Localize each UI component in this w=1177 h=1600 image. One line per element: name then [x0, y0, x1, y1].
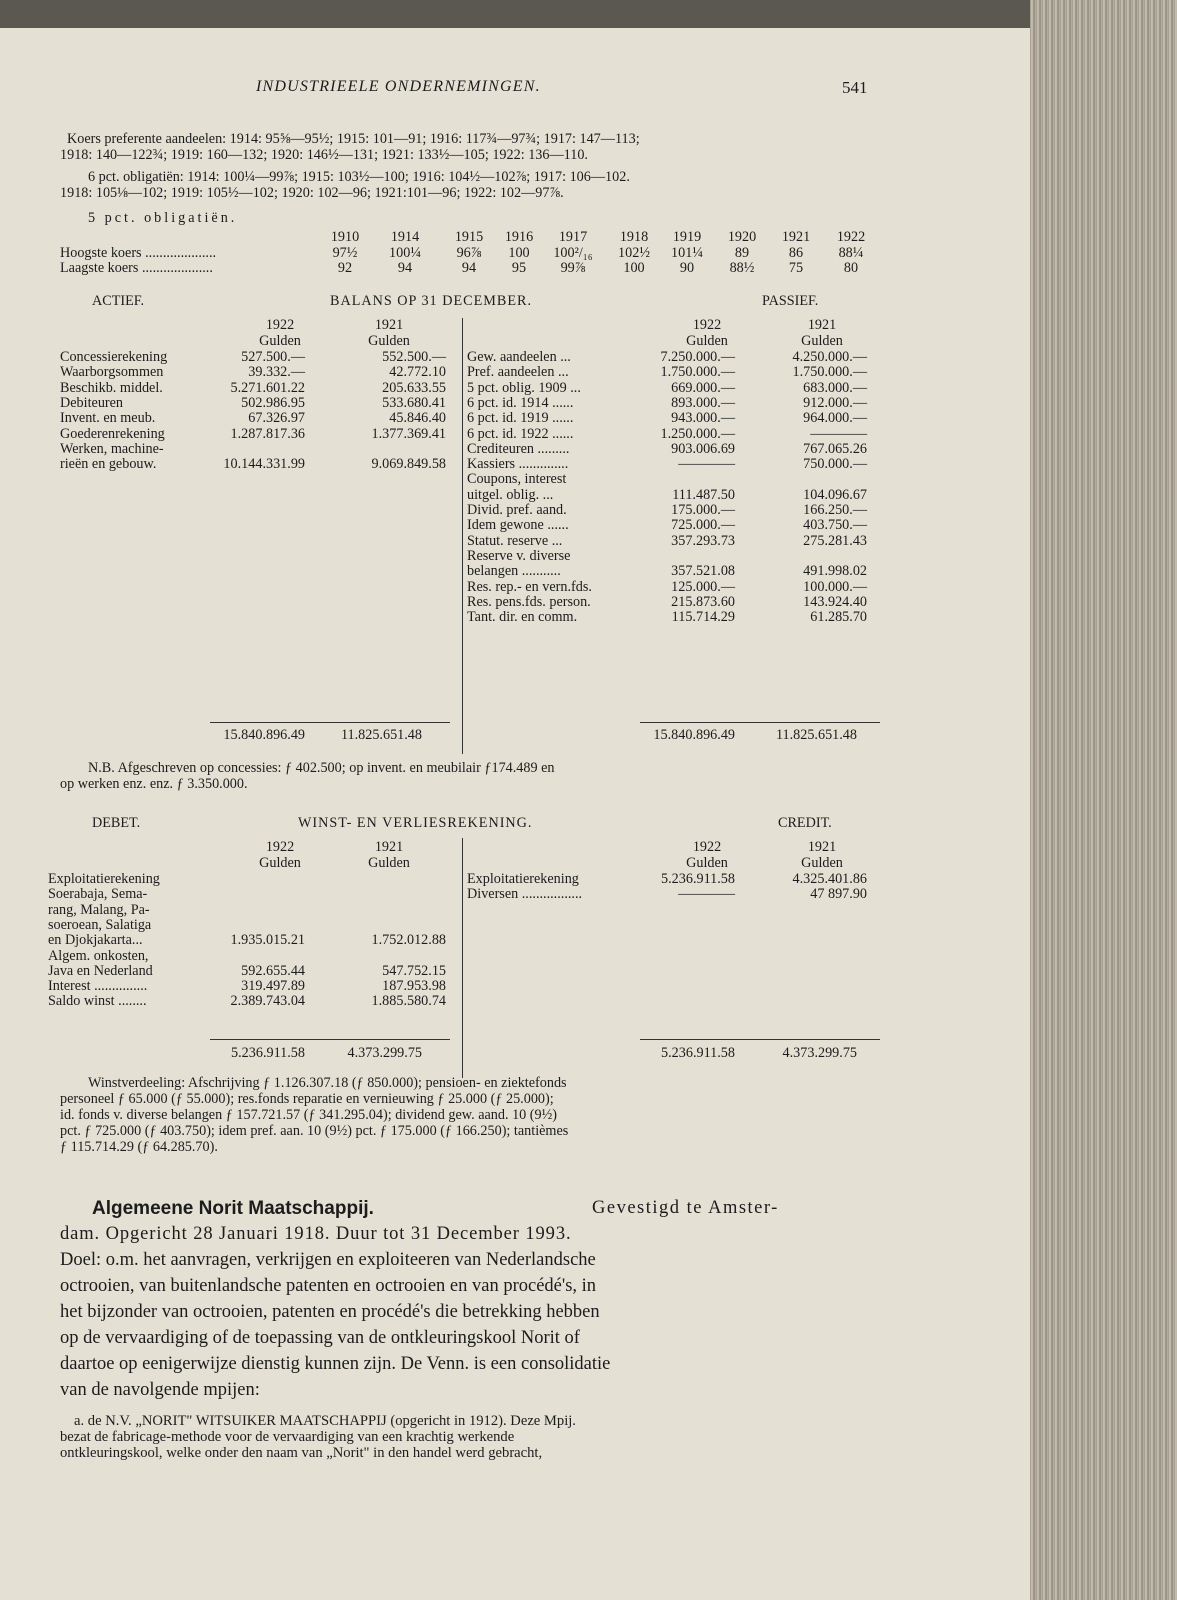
debet-value-1921: 1.885.580.74 — [371, 993, 446, 1010]
actief-value-1922: 39.332.— — [248, 364, 305, 381]
actief-label: Waarborgsommen — [60, 364, 164, 381]
passief-label: 6 pct. id. 1919 ...... — [467, 410, 574, 427]
passief-row — [467, 457, 877, 472]
passief-value-1921: 61.285.70 — [810, 609, 867, 626]
obligatien-title: 5 pct. obligatiën. — [88, 210, 238, 226]
wv-left-year-2: 1921 — [374, 839, 404, 855]
actief-value-1922: 527.500.— — [241, 349, 305, 365]
debet-row — [48, 949, 450, 964]
nb-line-2: op werken enz. enz. ƒ 3.350.000. — [60, 776, 248, 792]
passief-value-1922: 175.000.— — [671, 502, 735, 518]
passief-label: 5 pct. oblig. 1909 ... — [467, 379, 581, 396]
passief-value-1922: 111.487.50 — [672, 486, 735, 503]
passief-value-1922: ———— — [678, 456, 735, 473]
wv-left-unit-2: Gulden — [368, 855, 410, 871]
wv-right-year-2: 1921 — [807, 839, 837, 855]
actief-value-1922: 1.287.817.36 — [230, 425, 305, 442]
koers-line-4: 1918: 105⅛—102; 1919: 105½—102; 1920: 102—96; 1921:101—96; 1922: 102—97⅞. — [60, 185, 564, 201]
hoogste-value-6: 101¼ — [671, 245, 703, 261]
passief-label: Coupons, interest — [467, 471, 567, 488]
actief-row — [60, 442, 450, 457]
debet-row — [48, 918, 450, 933]
actief-value-1921: 45.846.40 — [389, 410, 446, 427]
credit-label: Diversen ................. — [467, 886, 583, 903]
passief-row — [467, 365, 877, 380]
debet-row — [48, 964, 450, 979]
passief-value-1922: 115.714.29 — [671, 609, 735, 626]
passief-label: Pref. aandeelen ... — [467, 364, 569, 381]
debet-value-1922: 1.935.015.21 — [230, 932, 305, 949]
obligatien-year-8: 1921 — [781, 229, 811, 245]
debet-value-1922: 319.497.89 — [241, 978, 305, 995]
actief-heading: ACTIEF. — [92, 293, 145, 309]
laagste-value-3: 95 — [511, 260, 527, 276]
balans-left-total-rule — [210, 722, 450, 723]
balans-divider — [462, 318, 463, 754]
passief-value-1922: 669.000.— — [671, 379, 735, 396]
passief-value-1922: 125.000.— — [671, 578, 735, 595]
obligatien-year-4: 1917 — [558, 229, 588, 245]
passief-row — [467, 350, 877, 365]
debet-value-1921: 187.953.98 — [382, 978, 446, 995]
passief-value-1921: 750.000.— — [803, 456, 867, 473]
hoogste-value-0: 97½ — [332, 245, 358, 261]
laagste-value-9: 80 — [843, 260, 859, 276]
balans-total-left-1922: 15.840.896.49 — [223, 727, 305, 743]
obligatien-years — [0, 230, 900, 246]
balans-right-year-1: 1922 — [692, 317, 722, 333]
passief-value-1921: 403.750.— — [803, 517, 867, 534]
obligatien-year-0: 1910 — [330, 229, 360, 245]
passief-row — [467, 488, 877, 503]
laagste-value-8: 75 — [788, 260, 804, 276]
debet-label: Exploitatierekening — [48, 871, 160, 887]
nb-line-1: N.B. Afgeschreven op concessies: ƒ 402.500; op invent. en meubilair ƒ174.489 en — [88, 760, 555, 776]
actief-value-1921: 205.633.55 — [382, 379, 446, 396]
wv-total-right-1921: 4.373.299.75 — [782, 1045, 857, 1061]
winstverdeeling-line-3: id. fonds v. diverse belangen ƒ 157.721.57 (ƒ 341.295.04); dividend gew. aand. 10 (9½) — [60, 1107, 557, 1123]
obligatien-year-5: 1918 — [619, 229, 649, 245]
passief-label: Divid. pref. aand. — [467, 502, 567, 518]
actief-label: Beschikb. middel. — [60, 379, 163, 396]
wv-left-unit-1: Gulden — [259, 855, 301, 871]
actief-row — [60, 427, 450, 442]
norit-line-4: octrooien, van buitenlandsche patenten en octrooien en van procédé's, in — [60, 1276, 597, 1296]
actief-value-1921: 9.069.849.58 — [371, 456, 446, 473]
actief-label: Invent. en meub. — [60, 410, 156, 427]
wv-right-total-rule — [640, 1039, 880, 1040]
laagste-value-5: 100 — [623, 260, 645, 276]
laagste-koers-values — [0, 261, 900, 277]
hoogste-value-2: 96⅞ — [456, 245, 482, 261]
running-header: INDUSTRIEELE ONDERNEMINGEN. — [256, 78, 541, 95]
debet-row — [48, 887, 450, 902]
actief-value-1921: 42.772.10 — [389, 364, 446, 381]
norit-line-1: Gevestigd te Amster- — [592, 1198, 779, 1218]
wv-title: WINST- EN VERLIESREKENING. — [298, 815, 533, 831]
passief-row — [467, 595, 877, 610]
note-line-2: bezat de fabricage-methode voor de vervaardiging van een krachtig werkende — [60, 1429, 515, 1445]
passief-value-1921: 964.000.— — [803, 410, 867, 427]
passief-row — [467, 580, 877, 595]
wv-divider — [462, 838, 463, 1078]
balans-left-year-2: 1921 — [374, 317, 404, 333]
passief-value-1922: 1.250.000.— — [660, 425, 735, 442]
passief-label: uitgel. oblig. ... — [467, 486, 554, 503]
passief-label: Statut. reserve ... — [467, 532, 563, 549]
actief-row — [60, 457, 450, 472]
balans-total-left-1921: 11.825.651.48 — [340, 727, 422, 743]
passief-value-1921: 143.924.40 — [803, 593, 867, 610]
debet-value-1922: 2.389.743.04 — [230, 993, 305, 1010]
passief-label: Kassiers .............. — [467, 456, 569, 473]
actief-value-1922: 502.986.95 — [241, 394, 305, 411]
balans-total-right-1921: 11.825.651.48 — [775, 727, 857, 743]
debet-label: Soerabaja, Sema- — [48, 886, 148, 903]
credit-heading: CREDIT. — [778, 815, 832, 831]
passief-label: Res. pens.fds. person. — [467, 593, 591, 610]
laagste-value-4: 99⅞ — [560, 260, 586, 276]
norit-line-7: daartoe op eenigerwijze dienstig kunnen zijn. De Venn. is een consolidatie — [60, 1354, 611, 1374]
book-page — [0, 28, 1030, 1600]
actief-row — [60, 381, 450, 396]
debet-row — [48, 903, 450, 918]
norit-line-8: van de navolgende mpijen: — [60, 1380, 260, 1400]
actief-row — [60, 396, 450, 411]
balans-left-unit-1: Gulden — [259, 333, 301, 349]
passief-value-1921: 912.000.— — [803, 394, 867, 411]
norit-line-6: op de vervaardiging of de toepassing van de ontkleuringskool Norit of — [60, 1328, 580, 1348]
obligatien-year-6: 1919 — [672, 229, 702, 245]
balans-left-year-1: 1922 — [265, 317, 295, 333]
hoogste-value-3: 100 — [508, 245, 530, 261]
debet-value-1921: 547.752.15 — [382, 962, 446, 979]
norit-line-2: dam. Opgericht 28 Januari 1918. Duur tot 31 December 1993. — [60, 1224, 572, 1244]
note-line-1: a. de N.V. „NORIT" WITSUIKER MAATSCHAPPIJ (opgericht in 1912). Deze Mpij. — [74, 1413, 576, 1429]
debet-row — [48, 979, 450, 994]
obligatien-year-2: 1915 — [454, 229, 484, 245]
balans-right-total-rule — [640, 722, 880, 723]
laagste-koers-label: Laagste koers .................... — [60, 260, 213, 276]
debet-label: Java en Nederland — [48, 962, 153, 979]
note-line-3: ontkleuringskool, welke onder den naam van „Norit" in den handel werd gebracht, — [60, 1445, 543, 1461]
passief-value-1922: 357.521.08 — [671, 563, 735, 580]
passief-label: Res. rep.- en vern.fds. — [467, 578, 592, 595]
winstverdeeling-line-4: pct. ƒ 725.000 (ƒ 403.750); idem pref. aan. 10 (9½) pct. ƒ 175.000 (ƒ 166.250); tantièmes — [60, 1123, 569, 1139]
credit-row — [467, 887, 877, 902]
winstverdeeling-line-1: Winstverdeeling: Afschrijving ƒ 1.126.307.18 (ƒ 850.000); pensioen- en ziektefonds — [88, 1075, 567, 1091]
passief-label: belangen ........... — [467, 563, 561, 580]
koers-line-2: 1918: 140—122¾; 1919: 160—132; 1920: 146½—131; 1921: 133½—105; 1922: 136—110. — [60, 147, 588, 163]
hoogste-value-7: 89 — [734, 245, 750, 261]
passief-row — [467, 427, 877, 442]
wv-right-year-1: 1922 — [692, 839, 722, 855]
passief-label: Crediteuren ......... — [467, 440, 570, 457]
passief-value-1922: 357.293.73 — [671, 532, 735, 549]
passief-row — [467, 442, 877, 457]
passief-value-1922: 903.006.69 — [671, 440, 735, 457]
passief-value-1922: 943.000.— — [671, 410, 735, 427]
actief-value-1921: 1.377.369.41 — [371, 425, 446, 442]
passief-label: 6 pct. id. 1922 ...... — [467, 425, 574, 442]
hoogste-value-5: 102½ — [618, 245, 650, 261]
passief-heading: PASSIEF. — [762, 293, 819, 309]
debet-value-1922: 592.655.44 — [241, 962, 305, 979]
passief-value-1921: ———— — [810, 425, 867, 442]
passief-value-1922: 893.000.— — [671, 394, 735, 411]
credit-value-1921: 4.325.401.86 — [792, 871, 867, 887]
winstverdeeling-line-2: personeel ƒ 65.000 (ƒ 55.000); res.fonds reparatie en vernieuwing ƒ 25.000 (ƒ 25.000); — [60, 1091, 554, 1107]
hoogste-koers-label: Hoogste koers .................... — [60, 245, 217, 261]
passief-label: Gew. aandeelen ... — [467, 349, 571, 365]
obligatien-year-1: 1914 — [390, 229, 420, 245]
passief-label: 6 pct. id. 1914 ...... — [467, 394, 574, 411]
obligatien-year-9: 1922 — [836, 229, 866, 245]
debet-label: Saldo winst ........ — [48, 993, 147, 1010]
norit-line-5: het bijzonder van octrooien, patenten en procédé's die betrekking hebben — [60, 1302, 600, 1322]
passief-value-1921: 491.998.02 — [803, 563, 867, 580]
wv-right-unit-2: Gulden — [801, 855, 843, 871]
passief-value-1922: 7.250.000.— — [660, 349, 735, 365]
actief-value-1921: 552.500.— — [382, 349, 446, 365]
obligatien-year-7: 1920 — [727, 229, 757, 245]
actief-value-1922: 67.326.97 — [248, 410, 305, 427]
laagste-value-1: 94 — [397, 260, 413, 276]
debet-label: Interest ............... — [48, 978, 148, 995]
laagste-value-6: 90 — [679, 260, 695, 276]
actief-label: Concessierekening — [60, 349, 168, 365]
hoogste-value-1: 100¼ — [389, 245, 421, 261]
obligatien-year-3: 1916 — [504, 229, 534, 245]
passief-value-1921: 100.000.— — [803, 578, 867, 595]
hoogste-value-8: 86 — [788, 245, 804, 261]
passief-value-1922: 215.873.60 — [671, 593, 735, 610]
debet-row — [48, 933, 450, 948]
passief-row — [467, 534, 877, 549]
passief-row — [467, 396, 877, 411]
company-name: Algemeene Norit Maatschappij. — [92, 1198, 374, 1219]
book-page-edges — [1030, 0, 1177, 1600]
passief-row — [467, 518, 877, 533]
wv-total-left-1921: 4.373.299.75 — [347, 1045, 422, 1061]
passief-label: Reserve v. diverse — [467, 547, 571, 564]
credit-value-1921: 47 897.90 — [810, 886, 867, 903]
credit-row — [467, 872, 877, 887]
passief-row — [467, 472, 877, 487]
debet-label: rang, Malang, Pa- — [48, 901, 150, 918]
credit-value-1922: 5.236.911.58 — [661, 871, 735, 887]
wv-right-unit-1: Gulden — [686, 855, 728, 871]
passief-label: Idem gewone ...... — [467, 517, 569, 534]
passief-value-1922: 725.000.— — [671, 517, 735, 534]
actief-row — [60, 350, 450, 365]
passief-row — [467, 503, 877, 518]
passief-row — [467, 549, 877, 564]
hoogste-value-9: 88¼ — [838, 245, 864, 261]
actief-value-1921: 533.680.41 — [382, 394, 446, 411]
balans-title: BALANS OP 31 DECEMBER. — [330, 293, 532, 309]
debet-heading: DEBET. — [92, 815, 141, 831]
debet-value-1921: 1.752.012.88 — [371, 932, 446, 949]
balans-right-unit-2: Gulden — [801, 333, 843, 349]
balans-left-unit-2: Gulden — [368, 333, 410, 349]
balans-total-right-1922: 15.840.896.49 — [653, 727, 735, 743]
debet-row — [48, 994, 450, 1009]
laagste-value-7: 88½ — [729, 260, 755, 276]
wv-left-total-rule — [210, 1039, 450, 1040]
winstverdeeling-line-5: ƒ 115.714.29 (ƒ 64.285.70). — [60, 1139, 218, 1155]
wv-left-year-1: 1922 — [265, 839, 295, 855]
wv-total-left-1922: 5.236.911.58 — [231, 1045, 305, 1061]
passief-row — [467, 381, 877, 396]
credit-value-1922: ———— — [678, 886, 735, 903]
passief-value-1921: 166.250.— — [803, 502, 867, 518]
balans-right-year-2: 1921 — [807, 317, 837, 333]
actief-label: Debiteuren — [60, 394, 124, 411]
actief-label: rieën en gebouw. — [60, 456, 157, 473]
laagste-value-2: 94 — [461, 260, 477, 276]
koers-line-1: Koers preferente aandeelen: 1914: 95⅝—95½; 1915: 101—91; 1916: 117¾—97¾; 1917: 147—113; — [67, 131, 640, 147]
debet-row — [48, 872, 450, 887]
passief-value-1921: 275.281.43 — [803, 532, 867, 549]
laagste-value-0: 92 — [337, 260, 353, 276]
passief-value-1921: 683.000.— — [803, 379, 867, 396]
hoogste-value-4: 100²/₁₆ — [553, 245, 593, 261]
actief-value-1922: 5.271.601.22 — [230, 379, 305, 396]
debet-label: soeroean, Salatiga — [48, 916, 152, 933]
norit-line-3: Doel: o.m. het aanvragen, verkrijgen en exploiteeren van Nederlandsche — [60, 1250, 596, 1270]
passief-row — [467, 411, 877, 426]
actief-row — [60, 411, 450, 426]
scan-top-shadow — [0, 0, 1177, 30]
actief-value-1922: 10.144.331.99 — [223, 456, 305, 473]
passief-value-1921: 104.096.67 — [803, 486, 867, 503]
passief-value-1921: 4.250.000.— — [792, 349, 867, 365]
actief-label: Werken, machine- — [60, 440, 164, 457]
koers-line-3: 6 pct. obligatiën: 1914: 100¼—99⅞; 1915: 103½—100; 1916: 104½—102⅞; 1917: 106—102. — [88, 169, 630, 185]
page-number: 541 — [842, 78, 868, 97]
actief-label: Goederenrekening — [60, 425, 165, 442]
passief-row — [467, 564, 877, 579]
credit-label: Exploitatierekening — [467, 871, 579, 887]
wv-total-right-1922: 5.236.911.58 — [661, 1045, 735, 1061]
passief-row — [467, 610, 877, 625]
debet-label: Algem. onkosten, — [48, 947, 149, 964]
passief-label: Tant. dir. en comm. — [467, 609, 578, 626]
balans-right-unit-1: Gulden — [686, 333, 728, 349]
passief-value-1922: 1.750.000.— — [660, 364, 735, 381]
passief-value-1921: 1.750.000.— — [792, 364, 867, 381]
actief-row — [60, 365, 450, 380]
debet-label: en Djokjakarta... — [48, 932, 143, 949]
passief-value-1921: 767.065.26 — [803, 440, 867, 457]
